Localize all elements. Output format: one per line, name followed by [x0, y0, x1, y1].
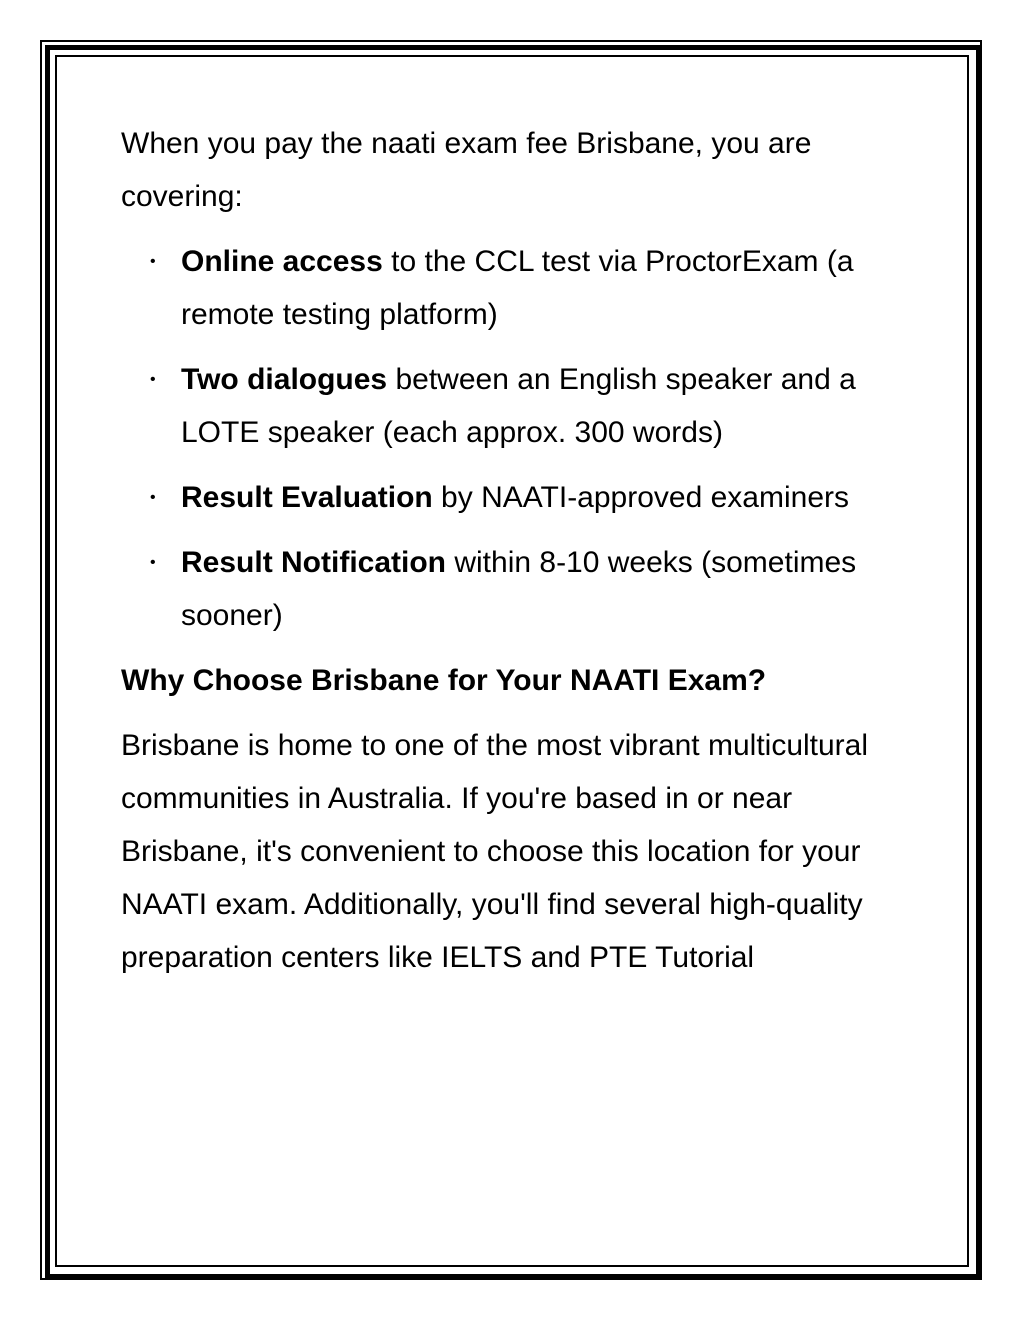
list-item: [150, 471, 911, 524]
list-item-text: by NAATI-approved examiners: [432, 481, 849, 514]
list-item-text: within 8-10 weeks (sometimes sooner): [181, 546, 857, 632]
list-item-bold: Two dialogues: [181, 363, 388, 396]
bullet-icon: •: [150, 253, 156, 270]
list-item-bold: Result Notification: [181, 546, 447, 579]
section-heading: Why Choose Brisbane for Your NAATI Exam?: [121, 664, 767, 697]
document-content: [121, 117, 911, 984]
list-item-bold: Online access: [181, 245, 383, 278]
list-item: [150, 235, 911, 341]
list-item-text: to the CCL test via ProctorExam (a remote testing platform): [181, 245, 854, 331]
fee-coverage-list: [121, 235, 911, 642]
list-item: [150, 536, 911, 642]
list-item-bold: Result Evaluation: [181, 481, 433, 514]
list-item-text: between an English speaker and a LOTE speaker (each approx. 300 words): [181, 363, 856, 449]
bullet-icon: •: [150, 554, 156, 571]
bullet-icon: •: [150, 371, 156, 388]
list-item: [150, 353, 911, 459]
bullet-icon: •: [150, 489, 156, 506]
intro-paragraph: When you pay the naati exam fee Brisbane, you are covering:: [121, 127, 812, 213]
body-paragraph: Brisbane is home to one of the most vibrant multicultural communities in Australia. If you're based in or near Brisbane, it's convenient to choose this location for your NAATI exam. Additionally, you'll find several high-quality preparation centers like IELTS and PTE Tutorial: [121, 729, 869, 974]
